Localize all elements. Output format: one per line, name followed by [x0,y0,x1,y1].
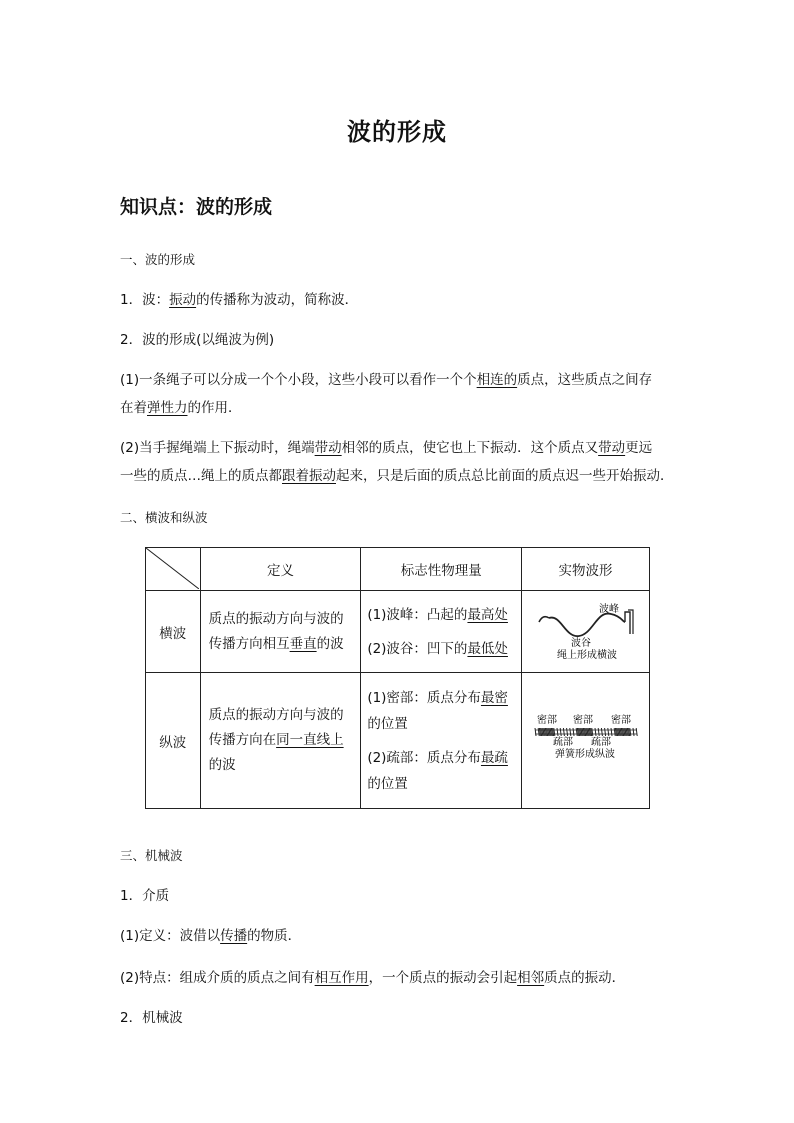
table-row [146,673,650,809]
figure-caption: 弹簧形成纵波 [554,748,615,760]
diagonal-header-cell [146,548,201,591]
wave-comparison-table [145,547,650,809]
spring-coil [563,728,564,736]
paragraph: 1．波：振动的传播称为波动，简称波． [120,292,359,308]
paragraph: 1．介质 [120,888,170,904]
paragraph: 2．波的形成(以绳波为例) [120,332,275,348]
spring-coil [633,728,634,736]
definition-cell: 质点的振动方向与波的传播方向相互垂直的波 [200,591,361,673]
row-header: 纵波 [146,673,201,809]
dense-label: 密部 [536,714,557,726]
sparse-label: 疏部 [590,736,611,748]
paragraph: 在着弹性力的作用． [120,400,242,416]
column-header: 定义 [200,548,361,591]
spring-coil [636,728,637,736]
spring-coil [604,728,605,736]
paragraph: 2．机械波 [120,1010,183,1026]
rope-wave-illustration [531,600,641,660]
section-heading: 知识点：波的形成 [120,196,273,218]
spring-coil [557,728,558,736]
subsection-heading-1: 一、波的形成 [120,252,196,267]
spring-coil [595,728,596,736]
spring-coil [535,728,536,736]
spring-wave-illustration [531,711,641,767]
paragraph: (1)一条绳子可以分成一个个小段，这些小段可以看作一个个相连的质点，这些质点之间存 [120,372,653,388]
spring-coil [601,728,602,736]
paragraph: 一些的质点…绳上的质点都跟着振动起来，只是后面的质点总比前面的质点迟一些开始振动． [120,468,674,484]
page-title: 波的形成 [347,118,447,146]
diagonal-line [146,548,199,589]
transverse-wave-figure [522,591,650,673]
column-header: 标志性物理量 [361,548,522,591]
trough-label: 波谷 [570,637,591,649]
row-header: 横波 [146,591,201,673]
paragraph: (2)特点：组成介质的质点之间有相互作用，一个质点的振动会引起相邻质点的振动． [120,970,626,986]
table-header-row [146,548,650,591]
spring-coil [560,728,561,736]
table-row [146,591,650,673]
spring-coil [573,728,574,736]
dense-label: 密部 [572,714,593,726]
longitudinal-wave-figure [522,673,650,809]
spring-coil [569,728,570,736]
sparse-label: 疏部 [552,736,573,748]
dense-label: 密部 [610,714,631,726]
marker-cell: (1)密部：质点分布最密的位置 (2)疏部：质点分布最疏的位置 [361,673,522,809]
subsection-heading-3: 三、机械波 [120,848,183,863]
spring-coil [607,728,608,736]
marker-cell: (1)波峰：凸起的最高处 (2)波谷：凹下的最低处 [361,591,522,673]
spring-coil [598,728,599,736]
paragraph: (1)定义：波借以传播的物质． [120,928,302,944]
figure-caption: 绳上形成横波 [556,649,617,660]
spring-coil [611,728,612,736]
subsection-heading-2: 二、横波和纵波 [120,510,208,525]
spring-coils [535,728,637,736]
crest-label: 波峰 [598,603,619,615]
definition-cell: 质点的振动方向与波的传播方向在同一直线上的波 [200,673,361,809]
column-header: 实物波形 [522,548,650,591]
paragraph: (2)当手握绳端上下振动时，绳端带动相邻的质点，使它也上下振动．这个质点又带动更远 [120,440,653,456]
spring-coil [566,728,567,736]
